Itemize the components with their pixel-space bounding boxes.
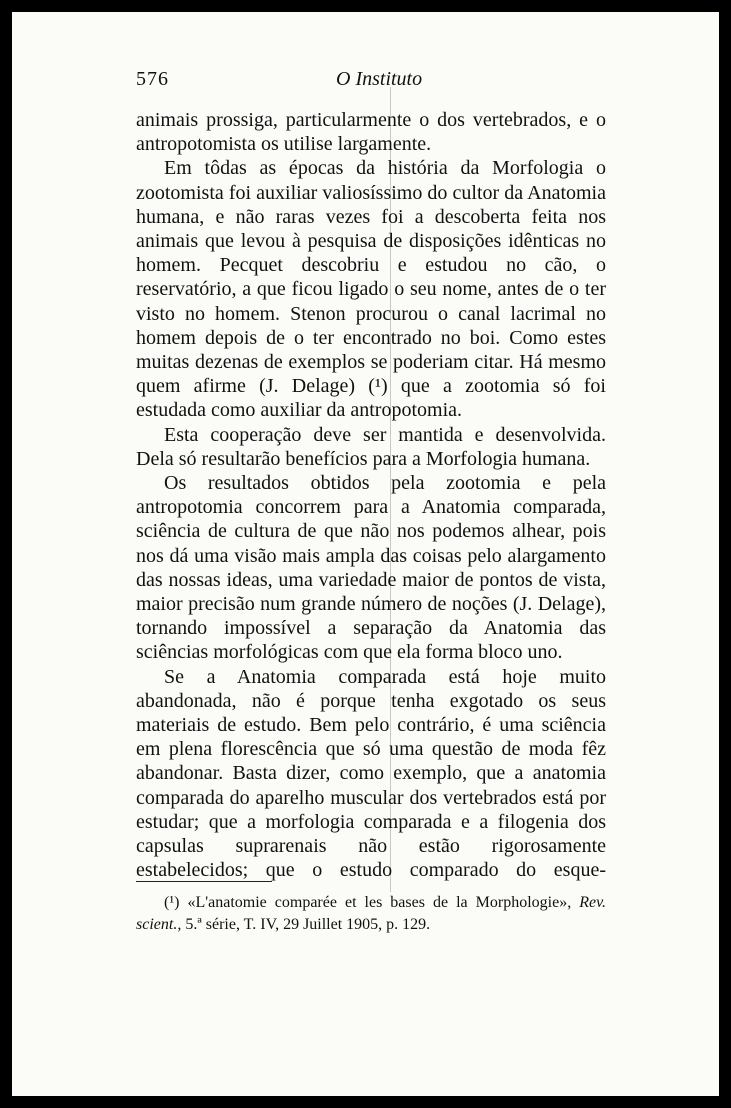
body-text bbox=[136, 108, 606, 883]
running-title: O Instituto bbox=[336, 68, 423, 90]
paragraph-4: Os resultados obtidos pela zootomia e pela antropotomia concorrem para a Anatomia comparada, sciência de cultura de que não nos podemos alhear, pois nos dá uma visão mais ampla das coisas pelo alargamento das nossas ideas, uma variedade maior de pontos de vista, maior precisão num grande número de noções (J. Delage), tornando impossível a separação da Anatomia das sciências morfológicas com que ela forma bloco uno. bbox=[136, 472, 606, 664]
footnote-rule bbox=[136, 881, 272, 882]
footnote-details: 5.ª série, T. IV, 29 Juillet 1905, p. 129. bbox=[185, 916, 431, 933]
footnote-journal: Rev. scient., bbox=[136, 894, 607, 933]
footnote bbox=[136, 892, 606, 936]
footnote-paragraph bbox=[136, 892, 606, 936]
page-number: 576 bbox=[136, 68, 169, 90]
paragraph-2: Em tôdas as épocas da história da Morfologia o zootomista foi auxiliar valiosíssimo do cultor da Anatomia humana, e não raras vezes foi a descoberta feita nos animais que levou à pesquisa de disposições idênticas no homem. Pecquet descobriu e estudou no cão, o reservatório, a que ficou ligado o seu nome, antes de o ter visto no homem. Stenon procurou o canal lacrimal no homem depois de o ter encontrado no boi. Como estes muitas dezenas de exemplos se poderiam citar. Há mesmo quem afirme (J. Delage) (¹) que a zootomia só foi estudada como auxiliar da antropotomia. bbox=[136, 157, 606, 422]
paragraph-3: Esta cooperação deve ser mantida e desenvolvida. Dela só resultarão benefícios para a Morfologia humana. bbox=[136, 423, 606, 470]
paragraph-1: animais prossiga, particularmente o dos vertebrados, e o antropotomista os utilise largamente. bbox=[136, 109, 606, 156]
footnote-text: «L'anatomie comparée et les bases de la Morphologie», bbox=[187, 894, 572, 911]
paragraph-5: Se a Anatomia comparada está hoje muito abandonada, não é porque tenha exgotado os seus materiais de estudo. Bem pelo contrário, é uma sciência em plena florescência que só uma questão de moda fêz abandonar. Basta dizer, como exemplo, que a anatomia comparada do aparelho muscular dos vertebrados está por estudar; que a morfologia comparada e a filogenia dos capsulas suprarenais não estão rigorosamente estabelecidos; que o estudo comparado do esque- bbox=[136, 665, 606, 882]
running-header bbox=[136, 62, 606, 92]
footnote-marker: (¹) bbox=[164, 894, 180, 911]
